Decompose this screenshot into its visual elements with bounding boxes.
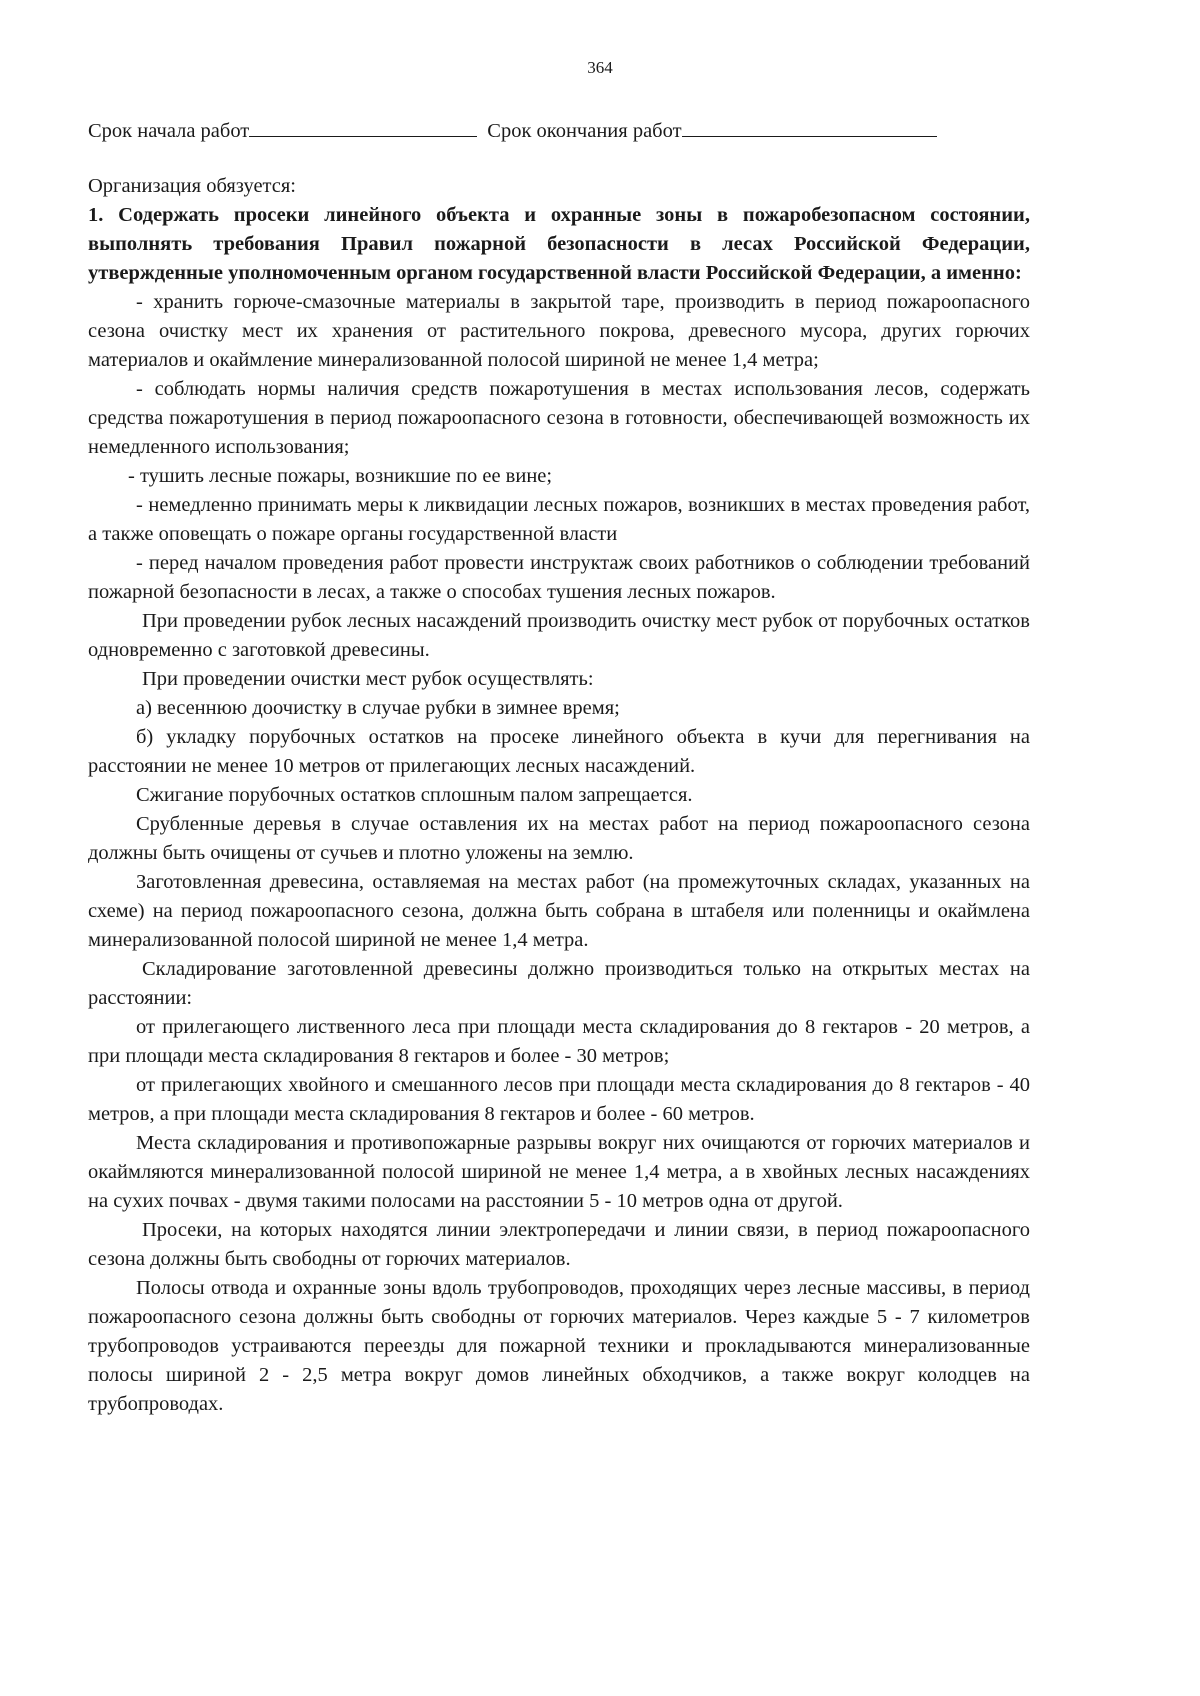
start-date-blank — [249, 116, 477, 137]
intro-line: Организация обязуется: — [88, 175, 296, 197]
page-number: 364 — [587, 58, 613, 77]
paragraph: - хранить горюче-смазочные материалы в закрытой таре, производить в период пожароопасного сезона очистку мест их хранения от растительного покрова, древесного мусора, других горючих материалов и окаймление минерализованной полосой шириной не менее 1,4 метра; — [88, 291, 1030, 371]
start-date-label: Срок начала работ — [88, 120, 250, 142]
paragraph: Полосы отвода и охранные зоны вдоль трубопроводов, проходящих через лесные массивы, в период пожароопасного сезона должны быть свободны от горючих материалов. Через каждые 5 - 7 километров трубопроводов устраиваются переезды для пожарной техники и прокладываются минерализованные полосы шириной 2 - 2,5 метра вокруг домов линейных обходчиков, а также вокруг колодцев на трубопроводах. — [88, 1277, 1030, 1415]
paragraph: При проведении рубок лесных насаждений производить очистку мест рубок от порубочных остатков одновременно с заготовкой древесины. — [88, 610, 1030, 661]
paragraph: - соблюдать нормы наличия средств пожаротушения в местах использования лесов, содержать средства пожаротушения в период пожароопасного сезона в готовности, обеспечивающей возможность их немедленного использования; — [88, 378, 1030, 458]
paragraph: Складирование заготовленной древесины должно производиться только на открытых местах на расстоянии: — [88, 958, 1030, 1009]
document-body — [88, 172, 1030, 1419]
paragraph: Просеки, на которых находятся линии электропередачи и линии связи, в период пожароопасного сезона должны быть свободны от горючих материалов. — [88, 1219, 1030, 1270]
item-1-heading: 1. Содержать просеки линейного объекта и охранные зоны в пожаробезопасном состоянии, выполнять требования Правил пожарной безопасности в лесах Российской Федерации, утвержденные уполномоченным органом государственной власти Российской Федерации, а именно: — [88, 204, 1030, 284]
end-date-blank — [682, 116, 937, 137]
paragraph: Заготовленная древесина, оставляемая на местах работ (на промежуточных складах, указанных на схеме) на период пожароопасного сезона, должна быть собрана в штабеля или поленницы и окаймлена минерализованной полосой шириной не менее 1,4 метра. — [88, 871, 1030, 951]
end-date-label: Срок окончания работ — [487, 120, 682, 142]
paragraph: Срубленные деревья в случае оставления их на местах работ на период пожароопасного сезона должны быть очищены от сучьев и плотно уложены на землю. — [88, 813, 1030, 864]
paragraph: Сжигание порубочных остатков сплошным палом запрещается. — [136, 784, 693, 806]
paragraph: - перед началом проведения работ провести инструктаж своих работников о соблюдении требований пожарной безопасности в лесах, а также о способах тушения лесных пожаров. — [88, 552, 1030, 603]
paragraph: - тушить лесные пожары, возникшие по ее вине; — [128, 465, 553, 487]
work-dates-line — [88, 116, 1030, 146]
paragraph: от прилегающих хвойного и смешанного лесов при площади места складирования до 8 гектаров - 40 метров, а при площади места складирования 8 гектаров и более - 60 метров. — [88, 1074, 1030, 1125]
paragraph: б) укладку порубочных остатков на просеке линейного объекта в кучи для перегнивания на расстоянии не менее 10 метров от прилегающих лесных насаждений. — [88, 726, 1030, 777]
paragraph: а) весеннюю доочистку в случае рубки в зимнее время; — [136, 697, 620, 719]
paragraph: Места складирования и противопожарные разрывы вокруг них очищаются от горючих материалов и окаймляются минерализованной полосой шириной не менее 1,4 метра, а в хвойных лесных насаждениях на сухих почвах - двумя такими полосами на расстоянии 5 - 10 метров одна от другой. — [88, 1132, 1030, 1212]
paragraph: При проведении очистки мест рубок осуществлять: — [142, 668, 594, 690]
paragraph: - немедленно принимать меры к ликвидации лесных пожаров, возникших в местах проведения работ, а также оповещать о пожаре органы государственной власти — [88, 494, 1030, 545]
paragraph: от прилегающего лиственного леса при площади места складирования до 8 гектаров - 20 метров, а при площади места складирования 8 гектаров и более - 30 метров; — [88, 1016, 1030, 1067]
